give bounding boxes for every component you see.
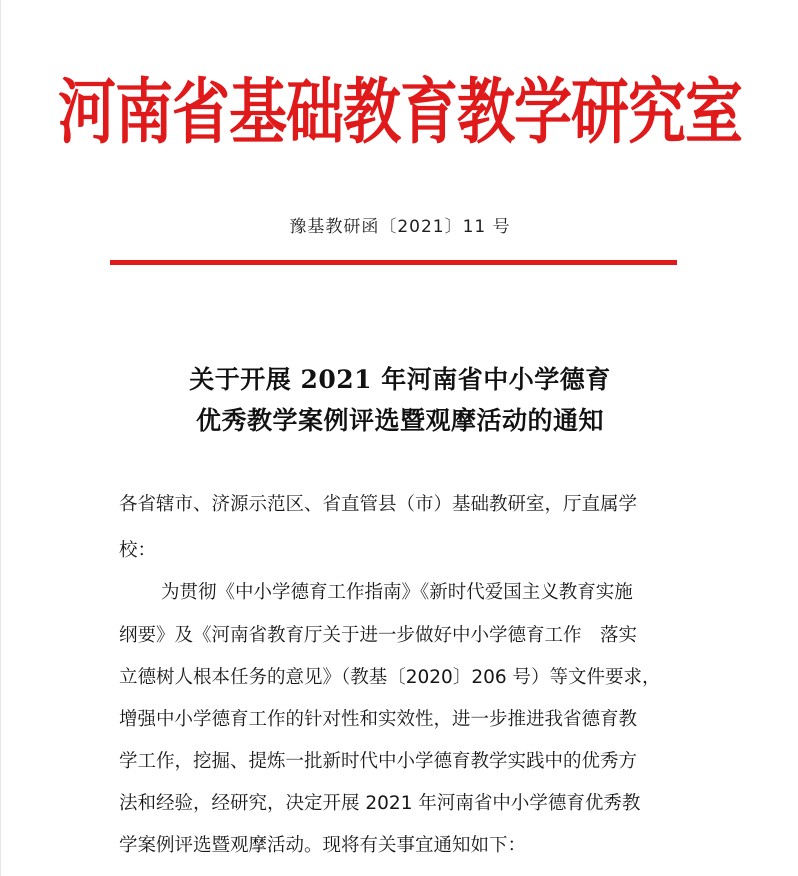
body-line: 学工作，挖掘、提炼一批新时代中小学德育教学实践中的优秀方 xyxy=(119,751,638,772)
body-line: 学案例评选暨观摩活动。现将有关事宜通知如下： xyxy=(119,835,527,856)
masthead-title: 河南省基础教育教学研究室 xyxy=(58,70,743,154)
notice-title-line-1: 关于开展 2021 年河南省中小学德育 xyxy=(189,365,611,394)
body-line: 纲要》及《河南省教育厅关于进一步做好中小学德育工作 落实 xyxy=(119,625,638,646)
notice-title-line-2: 优秀教学案例评选暨观摩活动的通知 xyxy=(195,406,604,435)
body-line: 为贯彻《中小学德育工作指南》《新时代爱国主义教育实施 xyxy=(161,582,633,603)
body-line-addressee-cont: 校： xyxy=(119,540,157,561)
body-line-addressee: 各省辖市、济源示范区、省直管县（市）基础教研室，厅直属学 xyxy=(119,494,638,515)
document-number: 豫基教研函〔2021〕11 号 xyxy=(289,217,511,237)
body-line: 法和经验，经研究，决定开展 2021 年河南省中小学德育优秀教 xyxy=(119,793,641,814)
body-line: 增强中小学德育工作的针对性和实效性，进一步推进我省德育教 xyxy=(119,709,638,730)
red-divider xyxy=(110,260,677,265)
body-line: 立德树人根本任务的意见》（教基〔2020〕206 号）等文件要求， xyxy=(119,667,661,688)
